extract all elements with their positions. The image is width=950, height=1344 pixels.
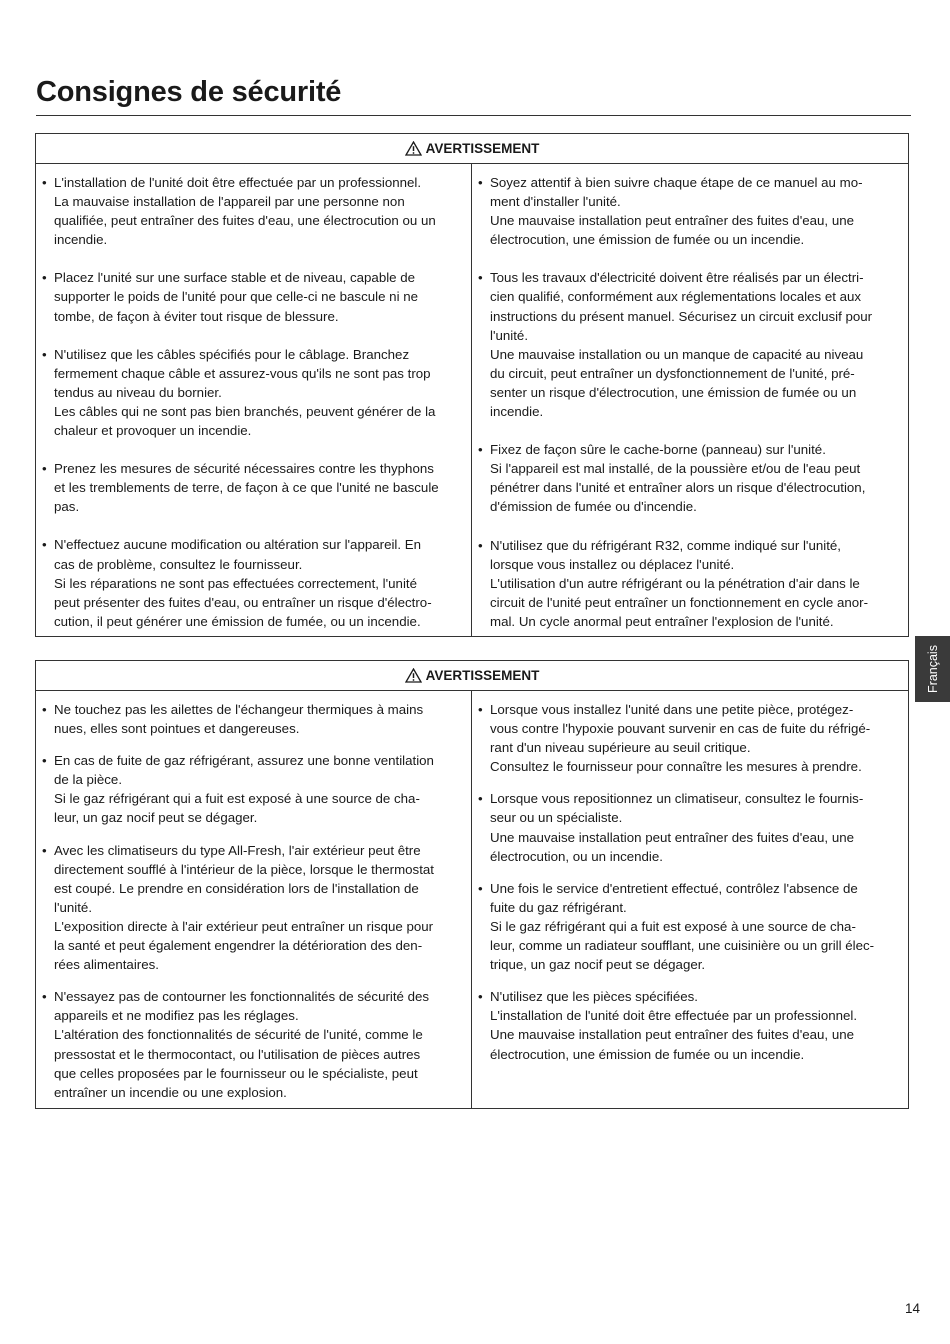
list-item: • Tous les travaux d'électricité doivent être réalisés par un électri- cien qualifié, conformément aux réglementations locales et aux instructions du présent manuel. Sécurisez un circuit exclusif pour l'unité. Une mauvaise installation ou un manque de capacité au niveau du circuit, peut entraîner un dysfonctionnement de l'unité, pré- senter un risque d'électrocution, une émission de fumée ou un incendie.: [478, 270, 873, 420]
warning-box-1-header: [36, 134, 908, 164]
list-item: • Une fois le service d'entretient effectué, contrôlez l'absence de fuite du gaz réfrigérant. Si le gaz réfrigérant qui a fuit est exposé à une source de cha- leur, comme un radiateur soufflant, une cuisinière ou un grill élec- trique, un gaz nocif peut se dégager.: [478, 880, 875, 973]
list-item: • En cas de fuite de gaz réfrigérant, assurez une bonne ventilation de la pièce. Si le gaz réfrigérant qui a fuit est exposé à une source de cha- leur, un gaz nocif peut se dégager.: [42, 753, 434, 826]
list-item: • N'utilisez que les câbles spécifiés pour le câblage. Branchez fermement chaque câble et assurez-vous qu'ils ne sont pas trop tendus au niveau du bornier. Les câbles qui ne sont pas bien branchés, peuvent générer de la chaleur et provoquer un incendie.: [42, 346, 436, 439]
list-item: • Prenez les mesures de sécurité nécessaires contre les thyphons et les tremblements de terre, de façon à ce que l'unité ne bascule pas.: [42, 461, 439, 515]
language-tab-label: Français: [925, 645, 940, 693]
list-item: • Lorsque vous repositionnez un climatiseur, consultez le fournis- seur ou un spécialiste. Une mauvaise installation peut entraîner des fuites d'eau, une électrocution, ou un incendie.: [478, 791, 864, 864]
title-rule: [36, 115, 911, 116]
list-item: • Lorsque vous installez l'unité dans une petite pièce, protégez- vous contre l'hypoxie pouvant survenir en cas de fuite du réfrigé- rant d'un niveau supérieure au seuil critique. Consultez le fournisseur pour connaître les mesures à prendre.: [478, 702, 871, 775]
list-item: • N'essayez pas de contourner les fonctionnalités de sécurité des appareils et ne modifiez pas les réglages. L'altération des fonctionnalités de sécurité de l'unité, comme le pressostat et le thermocontact, ou l'utilisation de pièces autres que celles proposées par le fournisseur ou le spécialiste, peut entraîner un incendie ou une explosion.: [42, 989, 430, 1100]
warning-box-1: [35, 133, 909, 637]
list-item: • Fixez de façon sûre le cache-borne (panneau) sur l'unité. Si l'appareil est mal installé, de la poussière et/ou de l'eau peut pénétrer dans l'unité et entraîner alors un risque d'électrocution, d'émission de fumée ou d'incendie.: [478, 442, 866, 515]
language-tab: [915, 636, 950, 702]
list-item: • Placez l'unité sur une surface stable et de niveau, capable de supporter le poids de l'unité pour que celle-ci ne bascule ni ne tombe, de façon à éviter tout risque de blessure.: [42, 270, 419, 324]
list-item: • Soyez attentif à bien suivre chaque étape de ce manuel au mo- ment d'installer l'unité. Une mauvaise installation peut entraîner des fuites d'eau, une électrocution, une émission de fumée ou un incendie.: [478, 175, 863, 248]
warning-box-1-right-column: [472, 164, 908, 636]
warning-box-2-right-column: [472, 691, 908, 1108]
warning-box-2-header: [36, 661, 908, 691]
list-item: • Avec les climatiseurs du type All-Fresh, l'air extérieur peut être directement soufflé à l'intérieur de la pièce, lorsque le thermostat est coupé. Le prendre en considération lors de l'installation de l'unité. L'exposition directe à l'air extérieur peut entraîner un risque pour la santé et peut également engendrer la détérioration des den- rées alimentaires.: [42, 842, 434, 973]
page-title: Consignes de sécurité: [36, 76, 342, 108]
warning-triangle-icon: [405, 668, 422, 683]
page-number: 14: [905, 1301, 921, 1316]
list-item: • N'utilisez que du réfrigérant R32, comme indiqué sur l'unité, lorsque vous installez ou déplacez l'unité. L'utilisation d'un autre réfrigérant ou la pénétration d'air dans le circuit de l'unité peut entraîner un fonctionnement en cycle anor- mal. Un cycle anormal peut entraîner l'explosion de l'unité.: [478, 537, 869, 629]
warning-box-1-title: AVERTISSEMENT: [425, 141, 540, 156]
warning-box-2-title: AVERTISSEMENT: [425, 668, 540, 683]
warning-box-2: [35, 660, 909, 1109]
warning-triangle-icon: [405, 141, 422, 156]
list-item: • N'effectuez aucune modification ou altération sur l'appareil. En cas de problème, consultez le fournisseur. Si les réparations ne sont pas effectuées correctement, l'unité peut présenter des fuites d'eau, ou entraîner un risque d'électro- cution, il peut générer une émission de fumée, ou un incendie.: [42, 537, 432, 629]
warning-box-1-left-column: [36, 164, 472, 636]
list-item: • Ne touchez pas les ailettes de l'échangeur thermiques à mains nues, elles sont pointues et dangereuses.: [42, 702, 424, 737]
list-item: • N'utilisez que les pièces spécifiées. L'installation de l'unité doit être effectuée par un professionnel. Une mauvaise installation peut entraîner des fuites d'eau, une électrocution, une émission de fumée ou un incendie.: [478, 989, 858, 1062]
warning-box-2-left-column: [36, 691, 472, 1108]
list-item: • L'installation de l'unité doit être effectuée par un professionnel. La mauvaise installation de l'appareil par une personne non qualifiée, peut entraîner des fuites d'eau, une électrocution ou un incendie.: [42, 175, 436, 248]
